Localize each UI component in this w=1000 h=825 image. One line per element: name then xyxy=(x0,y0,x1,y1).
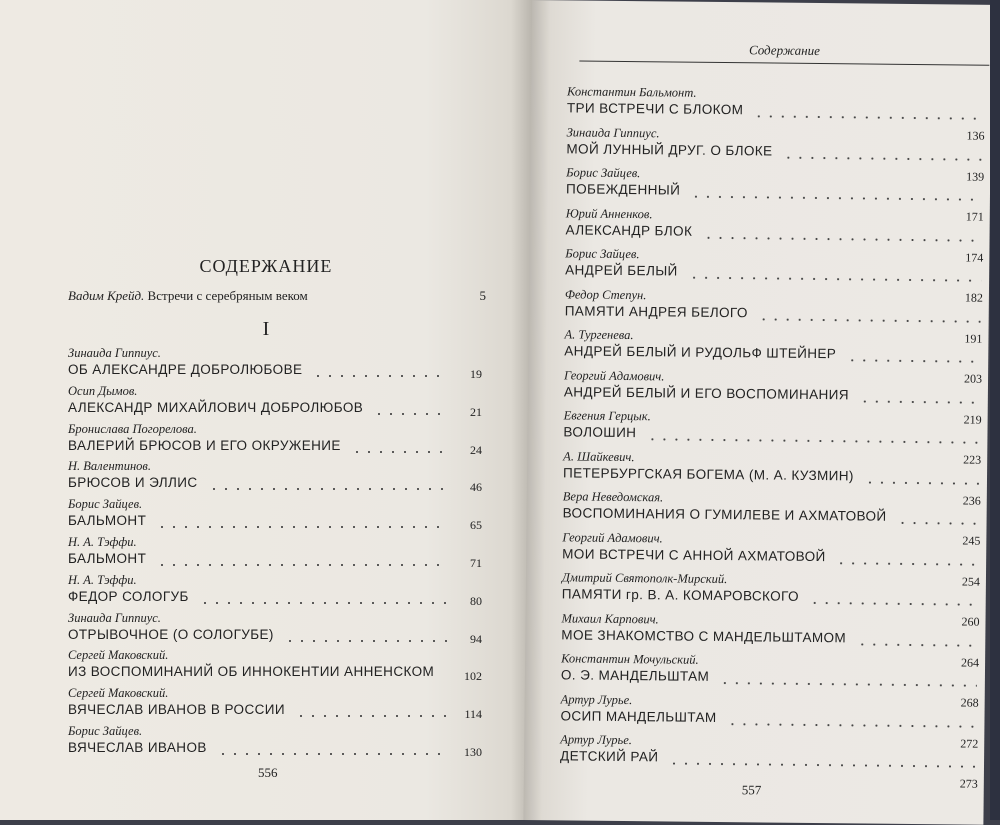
toc-entry xyxy=(560,691,979,751)
toc-page-number: 203 xyxy=(963,371,983,386)
toc-title: ВОСПОМИНАНИЯ О ГУМИЛЕВЕ И АХМАТОВОЙ xyxy=(562,505,887,524)
toc-entry xyxy=(68,459,482,493)
toc-page-number: 268 xyxy=(960,695,979,710)
leader-dots xyxy=(295,715,448,717)
toc-author: Н. А. Тэффи. xyxy=(68,572,137,587)
toc-author: Н. Валентинов. xyxy=(68,459,151,474)
leader-dots xyxy=(208,488,448,490)
intro-page-number: 5 xyxy=(479,288,486,303)
toc-author: Георгий Адамович. xyxy=(564,367,665,383)
toc-page-number: 80 xyxy=(470,593,482,608)
toc-title: БАЛЬМОНТ xyxy=(68,513,147,529)
toc-author: Бронислава Погорелова. xyxy=(68,421,197,436)
toc-title: АНДРЕЙ БЕЛЫЙ И ЕГО ВОСПОМИНАНИЯ xyxy=(563,383,850,402)
right-page xyxy=(523,0,992,825)
toc-page-number: 264 xyxy=(961,655,980,670)
toc-author: Евгения Герцык. xyxy=(563,408,651,424)
intro-author: Вадим Крейд. xyxy=(68,288,145,303)
toc-title: МОЕ ЗНАКОМСТВО С МАНДЕЛЬШТАМОМ xyxy=(561,626,847,645)
toc-entry xyxy=(68,497,482,531)
toc-author: Артур Лурье. xyxy=(560,732,632,748)
toc-author: Сергей Маковский. xyxy=(68,686,169,701)
toc-page-number: 114 xyxy=(464,707,482,722)
toc-page-number: 182 xyxy=(964,290,983,305)
toc-title: О. Э. МАНДЕЛЬШТАМ xyxy=(560,667,710,684)
leader-dots xyxy=(782,156,982,160)
leader-dots xyxy=(312,375,448,377)
toc-title: ПАМЯТИ АНДРЕЯ БЕЛОГО xyxy=(564,302,748,320)
toc-page-number: 273 xyxy=(959,776,978,791)
leader-dots xyxy=(444,677,448,679)
folio-right: 557 xyxy=(741,782,762,798)
toc-title: ФЕДОР СОЛОГУБ xyxy=(68,588,189,604)
leader-dots xyxy=(373,413,448,415)
toc-page-number: 71 xyxy=(470,556,482,570)
toc-page-number: 46 xyxy=(470,480,482,495)
leader-dots xyxy=(156,564,448,566)
background-edge xyxy=(990,0,1000,820)
running-head: Содержание xyxy=(579,41,989,66)
leader-dots xyxy=(284,640,448,642)
section-number: I xyxy=(262,318,270,340)
leader-dots xyxy=(758,318,981,322)
toc-title: ВОЛОШИН xyxy=(563,424,637,441)
toc-page-number: 254 xyxy=(961,574,981,589)
toc-page-number: 272 xyxy=(960,736,979,751)
toc-author: Артур Лурье. xyxy=(560,691,633,707)
toc-page-number: 136 xyxy=(966,128,985,143)
toc-author: А. Тургенева. xyxy=(564,327,634,343)
toc-title: ВЯЧЕСЛАВ ИВАНОВ В РОССИИ xyxy=(68,702,285,718)
toc-entry xyxy=(68,384,482,418)
intro-title: Встречи с серебряным веком xyxy=(147,288,308,303)
toc-entry xyxy=(68,686,482,720)
toc-title: АНДРЕЙ БЕЛЫЙ И РУДОЛЬФ ШТЕЙНЕР xyxy=(564,343,837,362)
leader-dots xyxy=(809,602,978,606)
leader-dots xyxy=(753,115,983,119)
leader-dots xyxy=(199,602,448,604)
toc-title: ОБ АЛЕКСАНДРЕ ДОБРОЛЮБОВЕ xyxy=(68,362,303,377)
toc-page-number: 19 xyxy=(470,367,482,381)
toc-entry xyxy=(68,422,482,456)
toc-author: Константин Мочульский. xyxy=(561,651,699,667)
toc-author: Константин Бальмонт. xyxy=(566,84,697,100)
leader-dots xyxy=(668,762,976,767)
toc-page-number: 65 xyxy=(470,518,482,533)
toc-page-number: 24 xyxy=(470,442,482,457)
toc-title: АЛЕКСАНДР БЛОК xyxy=(565,221,693,239)
toc-title: БРЮСОВ И ЭЛЛИС xyxy=(68,475,198,491)
toc-title: МОИ ВСТРЕЧИ С АННОЙ АХМАТОВОЙ xyxy=(562,545,826,564)
toc-title: ПЕТЕРБУРГСКАЯ БОГЕМА (М. А. КУЗМИН) xyxy=(562,464,854,483)
leader-dots xyxy=(856,643,977,646)
toc-author: Борис Зайцев. xyxy=(565,246,640,262)
toc-title: ПОБЕЖДЕННЫЙ xyxy=(565,181,681,198)
toc-page-number: 236 xyxy=(962,493,981,508)
toc-title: ОСИП МАНДЕЛЬШТАМ xyxy=(560,707,717,725)
toc-entry xyxy=(68,648,482,682)
leader-dots xyxy=(690,196,982,201)
toc-page-number: 174 xyxy=(965,250,984,265)
toc-author: Борис Зайцев. xyxy=(68,724,143,738)
leader-dots xyxy=(835,562,978,565)
toc-author: Осип Дымов. xyxy=(68,383,138,398)
toc-author: Дмитрий Святополк-Мирский. xyxy=(561,570,728,587)
leader-dots xyxy=(351,451,448,453)
toc-page-number: 171 xyxy=(965,209,984,224)
leader-dots xyxy=(897,522,979,525)
toc-page-number: 191 xyxy=(964,331,983,346)
toc-page-number: 139 xyxy=(966,169,985,184)
leader-dots xyxy=(846,359,980,362)
toc-author: Н. А. Тэффи. xyxy=(68,535,137,549)
toc-entry xyxy=(68,573,482,607)
toc-title: ИЗ ВОСПОМИНАНИЙ ОБ ИННОКЕНТИИ АННЕНСКОМ xyxy=(68,664,435,680)
toc-author: Федор Степун. xyxy=(564,286,647,302)
toc-entry xyxy=(68,611,482,645)
toc-title: МОЙ ЛУННЫЙ ДРУГ. О БЛОКЕ xyxy=(566,140,773,159)
leader-dots xyxy=(703,236,982,241)
leader-dots xyxy=(688,277,981,282)
toc-page-number: 260 xyxy=(961,614,980,629)
leader-dots xyxy=(646,438,979,443)
toc-author: Сергей Маковский. xyxy=(68,648,169,663)
leader-dots xyxy=(217,753,448,755)
toc-title: ПАМЯТИ гр. В. А. КОМАРОВСКОГО xyxy=(561,586,800,604)
toc-page-number: 94 xyxy=(470,631,482,646)
leader-dots xyxy=(156,526,448,528)
toc-title: СОДЕРЖАНИЕ xyxy=(199,256,333,276)
toc-author: Борис Зайцев. xyxy=(566,165,641,181)
toc-author: Зинаида Гиппиус. xyxy=(68,346,161,360)
toc-entry xyxy=(68,346,482,380)
toc-page-number: 102 xyxy=(464,669,482,684)
leader-dots xyxy=(859,400,980,403)
leader-dots xyxy=(719,682,977,687)
toc-title: ОТРЫВОЧНОЕ (О СОЛОГУБЕ) xyxy=(68,626,274,642)
toc-author: Зинаида Гиппиус. xyxy=(566,124,660,140)
toc-entry xyxy=(68,535,482,569)
toc-author: А. Шайкевич. xyxy=(563,448,635,464)
toc-page-number: 245 xyxy=(962,533,981,548)
toc-page-number: 223 xyxy=(963,452,982,467)
toc-author: Михаил Карпович. xyxy=(561,610,659,626)
toc-author: Юрий Анненков. xyxy=(565,205,653,221)
toc-title: БАЛЬМОНТ xyxy=(68,551,147,566)
folio-left: 556 xyxy=(258,765,278,780)
toc-author: Георгий Адамович. xyxy=(562,529,663,545)
toc-page-number: 130 xyxy=(464,745,482,759)
toc-title: ВЯЧЕСЛАВ ИВАНОВ xyxy=(68,740,207,755)
toc-author: Вера Неведомская. xyxy=(562,489,664,505)
leader-dots xyxy=(726,723,976,728)
toc-title: ВАЛЕРИЙ БРЮСОВ И ЕГО ОКРУЖЕНИЕ xyxy=(68,437,341,453)
toc-title: АНДРЕЙ БЕЛЫЙ xyxy=(565,262,678,279)
intro-entry xyxy=(68,288,486,304)
toc-author: Зинаида Гиппиус. xyxy=(68,610,161,625)
toc-page-number: 21 xyxy=(470,404,482,419)
toc-author: Борис Зайцев. xyxy=(68,497,143,512)
toc-title: ТРИ ВСТРЕЧИ С БЛОКОМ xyxy=(566,100,744,118)
toc-page-number: 219 xyxy=(963,412,982,427)
toc-title: АЛЕКСАНДР МИХАЙЛОВИЧ ДОБРОЛЮБОВ xyxy=(68,399,364,415)
toc-entry xyxy=(68,724,482,758)
leader-dots xyxy=(864,481,979,484)
toc-title: ДЕТСКИЙ РАЙ xyxy=(560,748,659,765)
